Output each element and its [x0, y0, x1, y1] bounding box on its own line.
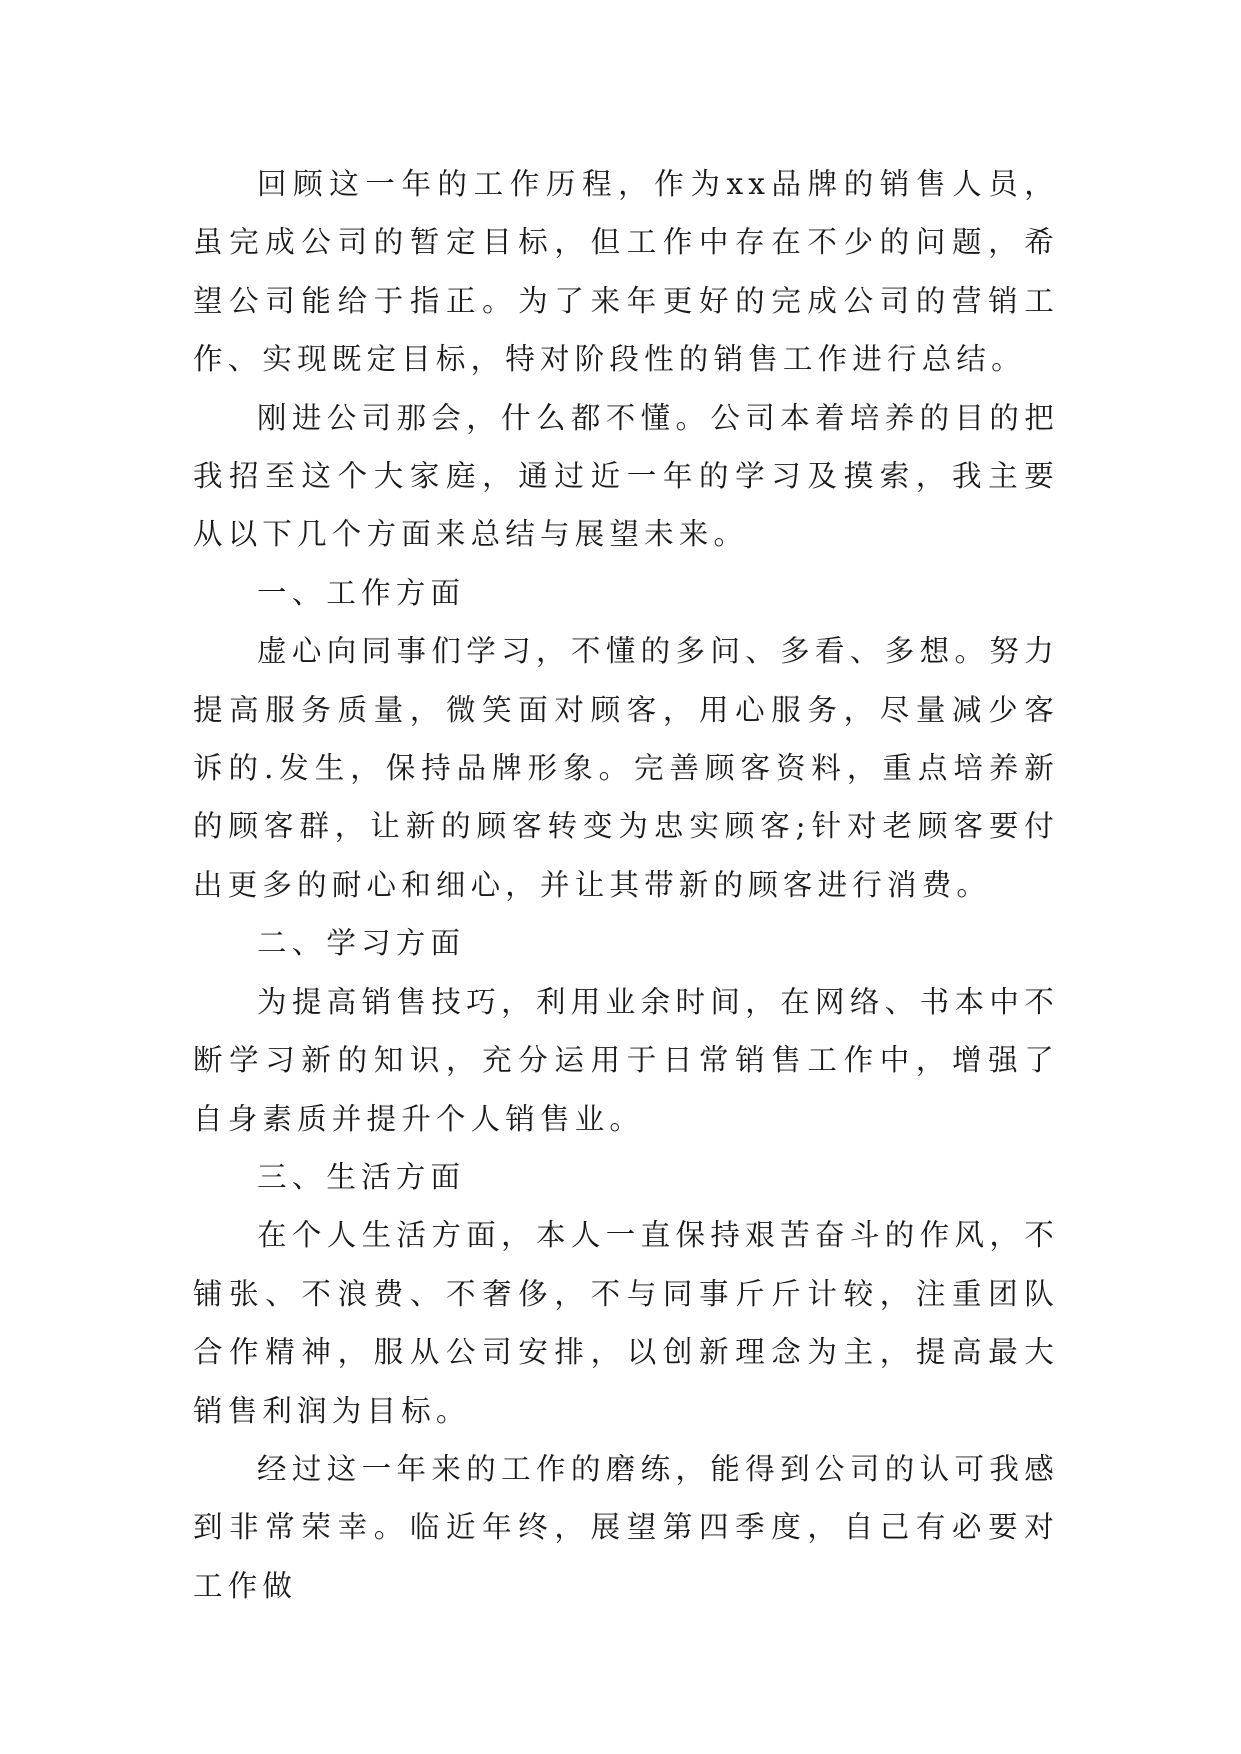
paragraph-life: 在个人生活方面，本人一直保持艰苦奋斗的作风，不铺张、不浪费、不奢侈，不与同事斤斤计较，注重团队合作精神，服从公司安排，以创新理念为主，提高最大销售利润为目标。	[193, 1218, 1059, 1428]
paragraph-work: 虚心向同事们学习，不懂的多问、多看、多想。努力提高服务质量，微笑面对顾客，用心服务，尽量减少客诉的.发生，保持品牌形象。完善顾客资料，重点培养新的顾客群，让新的顾客转变为忠实顾客;针对老顾客要付出更多的耐心和细心，并让其带新的顾客进行消费。	[193, 634, 1059, 902]
section-heading-study: 二、学习方面	[257, 926, 466, 961]
paragraph-joining: 刚进公司那会，什么都不懂。公司本着培养的目的把我招至这个大家庭，通过近一年的学习及摸索，我主要从以下几个方面来总结与展望未来。	[193, 400, 1059, 552]
section-heading-life: 三、生活方面	[257, 1159, 466, 1194]
paragraph-intro: 回顾这一年的工作历程，作为xx品牌的销售人员，虽完成公司的暂定目标，但工作中存在不少的问题，希望公司能给于指正。为了来年更好的完成公司的营销工作、实现既定目标，特对阶段性的销售工作进行总结。	[193, 167, 1059, 377]
document-body	[193, 155, 1059, 1615]
paragraph-study: 为提高销售技巧，利用业余时间，在网络、书本中不断学习新的知识，充分运用于日常销售工作中，增强了自身素质并提升个人销售业。	[193, 984, 1059, 1136]
paragraph-closing: 经过这一年来的工作的磨练，能得到公司的认可我感到非常荣幸。临近年终，展望第四季度，自己有必要对工作做	[193, 1451, 1059, 1603]
section-heading-work: 一、工作方面	[257, 575, 466, 610]
